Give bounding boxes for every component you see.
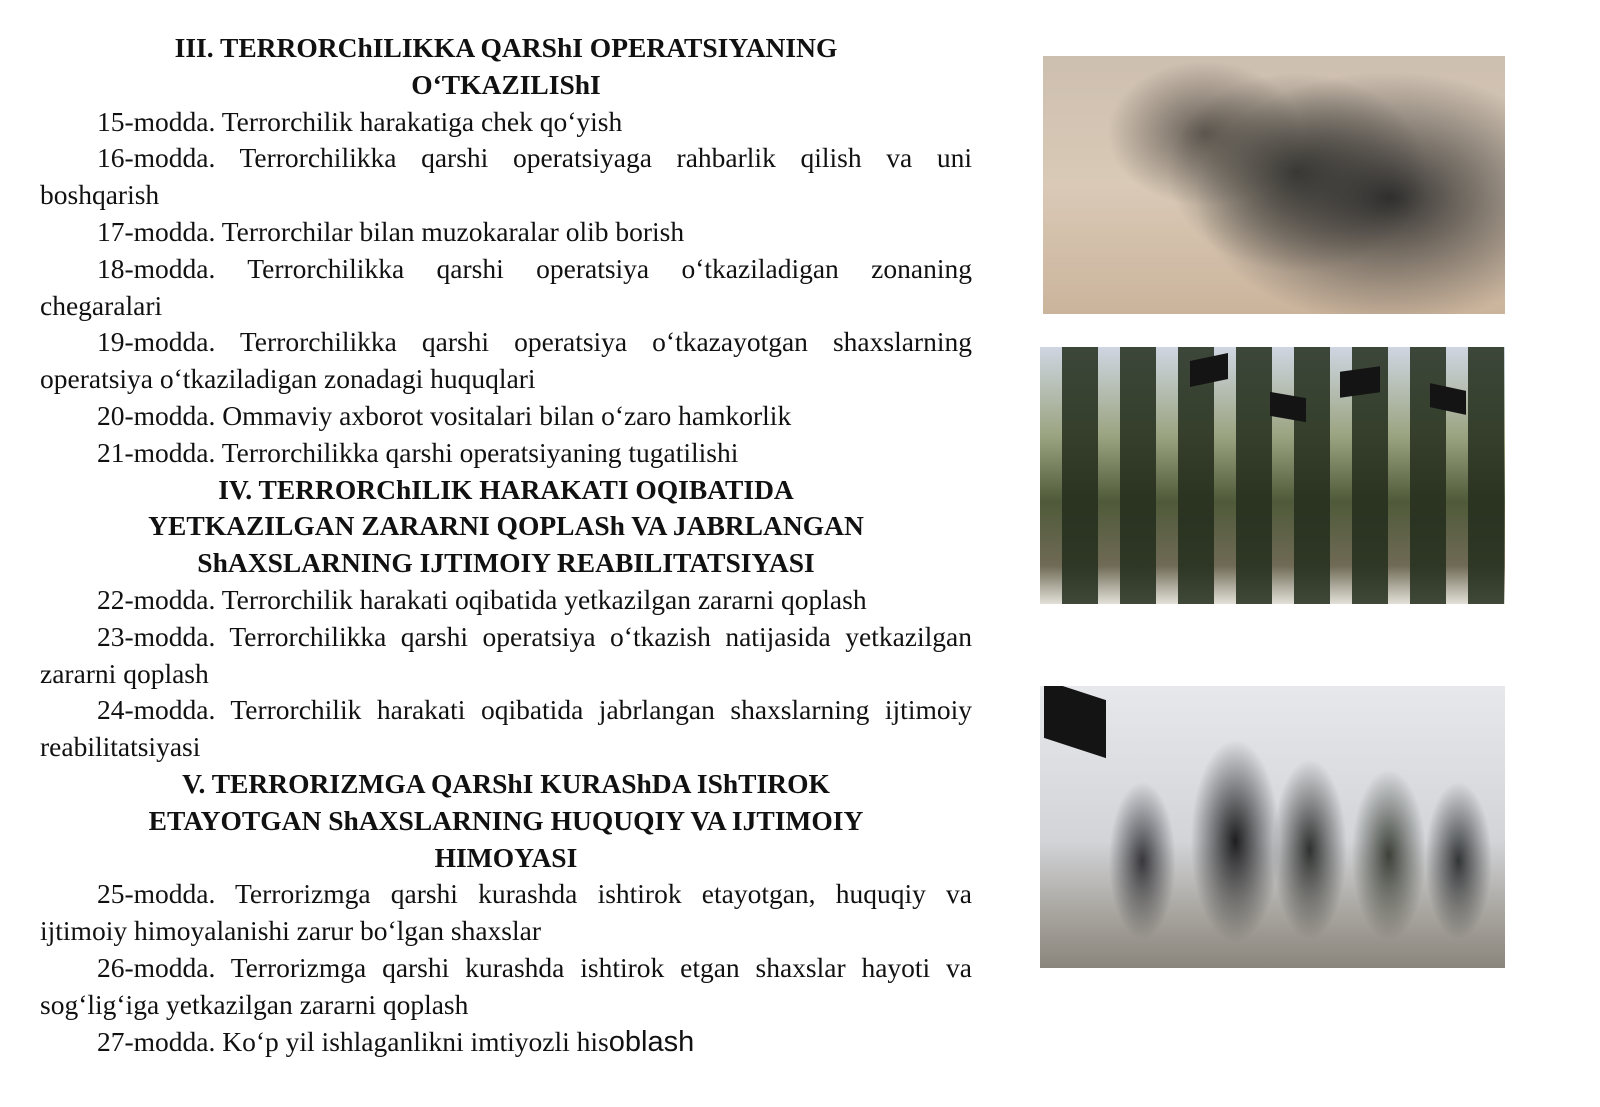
- article-21: 21-modda. Terrorchilikka qarshi operatsiyaning tugatilishi: [97, 436, 739, 468]
- article-24: 24-modda. Terrorchilik harakati oqibatida jabrlangan shaxslarning ijtimoiy reabilitatsiyasi: [40, 694, 972, 763]
- heading-line: ShAXSLARNING IJTIMOIY REABILITATSIYASI: [197, 547, 815, 579]
- article-27-sans-text: oblash: [608, 1025, 695, 1058]
- article-15: 15-modda. Terrorchilik harakatiga chek qo‘yish: [97, 105, 623, 137]
- heading-line: III. TERRORChILIKKA QARShI OPERATSIYANING: [174, 32, 838, 63]
- photo-marching-fighters: [1040, 347, 1505, 604]
- article-23: 23-modda. Terrorchilikka qarshi operatsiya o‘tkazish natijasida yetkazilgan zararni qoplash: [40, 620, 972, 689]
- section-heading-3: [40, 30, 972, 104]
- heading-line: V. TERRORIZMGA QARShI KURAShDA IShTIROK: [182, 767, 830, 799]
- photo-3-image: [1040, 686, 1505, 968]
- article-27-serif-text: 27-modda. Ko‘p yil ishlaganlikni imtiyozli his: [97, 1025, 609, 1057]
- article-19: 19-modda. Terrorchilikka qarshi operatsiya o‘tkazayotgan shaxslarning operatsiya o‘tkaziladigan zonadagi huquqlari: [40, 326, 972, 395]
- photo-soldiers-aiming: [1043, 56, 1505, 314]
- photo-1-image: [1043, 56, 1505, 314]
- heading-line: IV. TERRORChILIK HARAKATI OQIBATIDA: [218, 473, 794, 505]
- photo-armed-group: [1040, 686, 1505, 968]
- heading-line: YETKAZILGAN ZARARNI QOPLASh VA JABRLANGAN: [148, 510, 864, 542]
- heading-line: HIMOYASI: [434, 841, 578, 873]
- article-17: 17-modda. Terrorchilar bilan muzokaralar olib borish: [97, 215, 685, 247]
- article-16: 16-modda. Terrorchilikka qarshi operatsiyaga rahbarlik qilish va uni boshqarish: [40, 142, 972, 211]
- article-26: 26-modda. Terrorizmga qarshi kurashda ishtirok etgan shaxslar hayoti va sog‘lig‘iga yetkazilgan zararni qoplash: [40, 951, 972, 1020]
- section-heading-5: [40, 766, 972, 876]
- article-27: [40, 1024, 972, 1061]
- heading-line: O‘TKAZILIShI: [411, 68, 601, 100]
- document-text: [40, 30, 972, 1060]
- article-25: 25-modda. Terrorizmga qarshi kurashda ishtirok etayotgan, huquqiy va ijtimoiy himoyalanishi zarur bo‘lgan shaxslar: [40, 878, 972, 947]
- section-heading-4: [40, 472, 972, 582]
- heading-line: ETAYOTGAN ShAXSLARNING HUQUQIY VA IJTIMOIY: [148, 804, 864, 836]
- article-20: 20-modda. Ommaviy axborot vositalari bilan o‘zaro hamkorlik: [97, 399, 792, 431]
- article-22: 22-modda. Terrorchilik harakati oqibatida yetkazilgan zararni qoplash: [97, 583, 867, 615]
- article-18: 18-modda. Terrorchilikka qarshi operatsiya o‘tkaziladigan zonaning chegaralari: [40, 252, 972, 321]
